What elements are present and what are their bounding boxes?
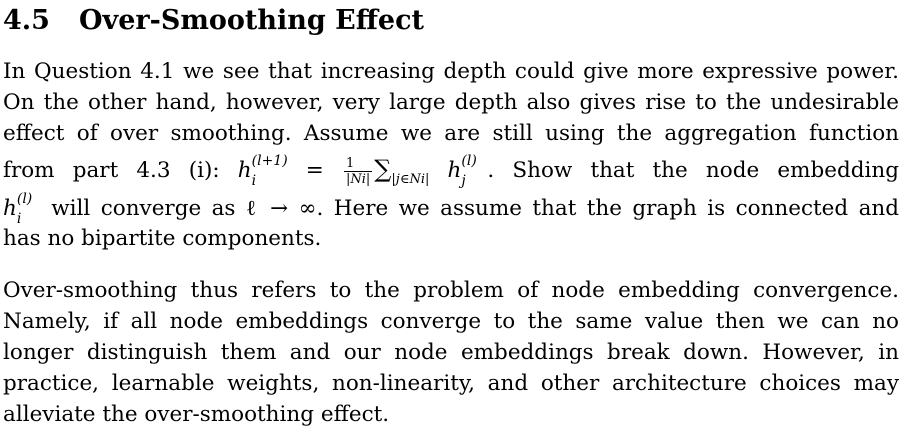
fraction-denominator: |Ni|: [345, 171, 371, 187]
paragraph-line: effect of over smoothing. Assume we are still using the aggregation function: [3, 121, 899, 146]
embedding-sub: i: [16, 211, 22, 227]
formula-lhs-sup: (l+1): [251, 153, 288, 169]
formula-fraction: [344, 156, 372, 187]
paragraph-line: alleviate the over-smoothing effect.: [3, 402, 390, 427]
embedding-base: h: [3, 196, 17, 221]
formula-rhs-scripts: [461, 154, 487, 188]
paragraph-line-embedding: [3, 191, 900, 227]
section-number: 4.5: [3, 5, 50, 36]
line-text: will converge as ℓ → ∞. Here we assume that the graph is connected and: [51, 196, 900, 221]
formula-lhs-sub: i: [251, 173, 257, 189]
paragraph-line: longer distinguish them and our node embeddings break down. However, in: [3, 340, 899, 365]
aggregation-formula: [237, 153, 488, 189]
fraction-numerator: 1: [344, 156, 372, 172]
paragraph-line: In Question 4.1 we see that increasing depth could give more expressive power.: [3, 59, 899, 84]
paragraph-line: has no bipartite components.: [3, 226, 322, 251]
paragraph-line: On the other hand, however, very large depth also gives rise to the undesirable: [3, 90, 899, 115]
paragraph-line: practice, learnable weights, non-linearity, and other architecture choices may: [3, 371, 899, 396]
section-heading: [3, 4, 424, 38]
paragraph-line-formula: [3, 149, 899, 192]
formula-equals: =: [305, 158, 324, 183]
formula-lhs-scripts: [252, 154, 288, 188]
embedding-scripts: [17, 192, 41, 226]
formula-rhs-sup: (l): [461, 153, 477, 169]
embedding-sup: (l): [16, 191, 33, 207]
paragraph-line: Over-smoothing thus refers to the problem of node embedding convergence.: [3, 278, 899, 303]
section-title: Over-Smoothing Effect: [79, 5, 425, 36]
paragraph-explanation: [3, 275, 899, 430]
paragraph-line: Namely, if all node embeddings converge to the same value then we can no: [3, 309, 899, 334]
line-text: from part 4.3 (i):: [3, 158, 220, 183]
paragraph-question: [3, 56, 899, 254]
summation-subscript: |j∈Ni|: [391, 172, 430, 187]
line-text: . Show that the node embedding: [487, 158, 899, 183]
summation-sign: ∑: [374, 155, 392, 183]
formula-lhs-base: h: [237, 158, 252, 183]
formula-rhs-base: h: [447, 158, 462, 183]
formula-rhs-sub: j: [461, 173, 466, 189]
